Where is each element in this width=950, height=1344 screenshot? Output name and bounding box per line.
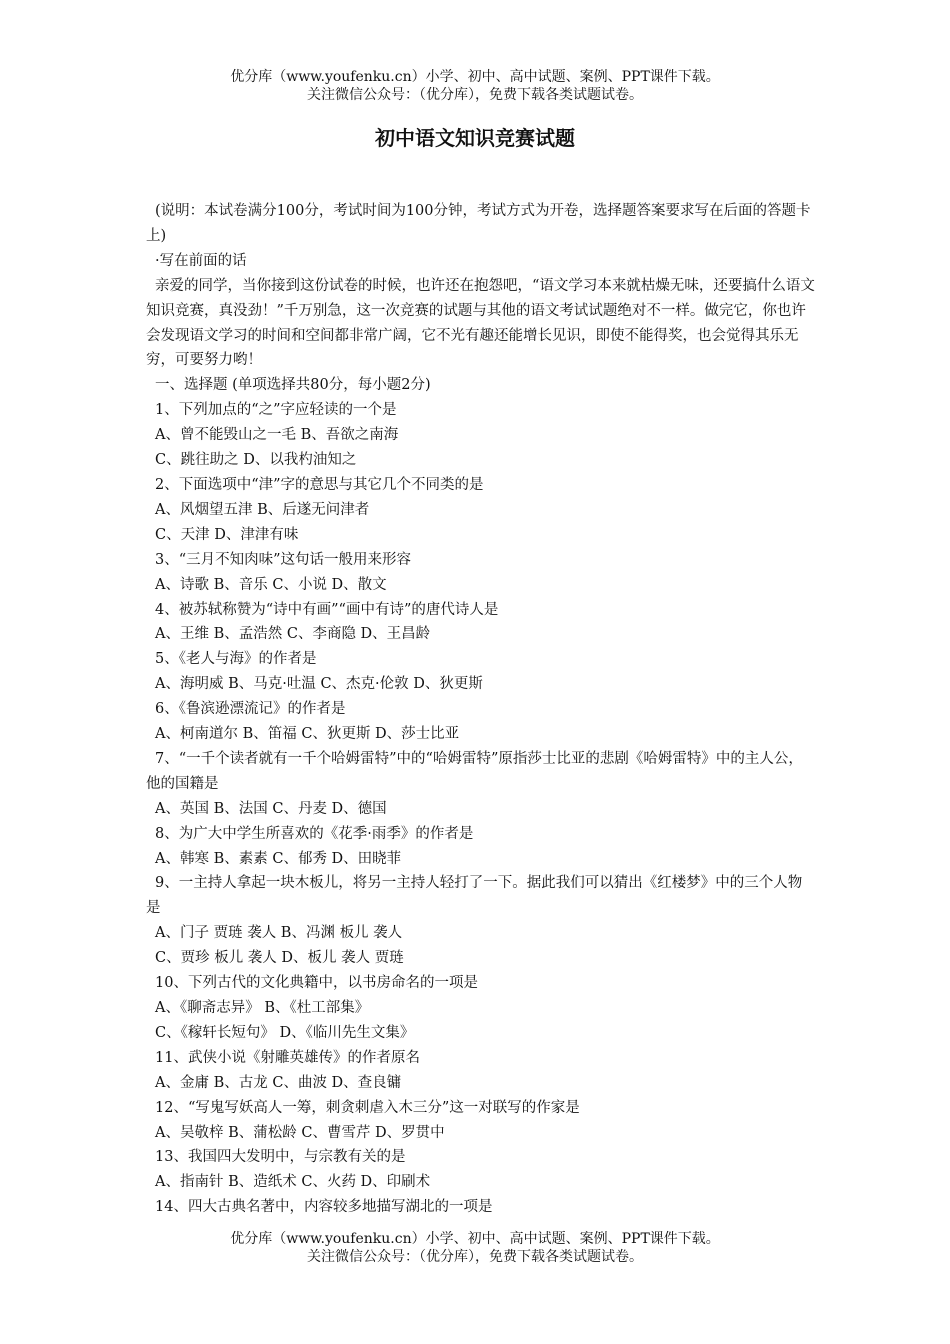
document-body [146,199,816,1220]
question-options: A、韩寒 B、素素 C、郁秀 D、田晓菲 [155,850,402,867]
question-stem: 9、一主持人拿起一块木板儿，将另一主持人轻打了一下。据此我们可以猜出《红楼梦》中的三个人物是 [146,875,803,917]
question-options: A、王维 B、孟浩然 C、李商隐 D、王昌龄 [155,626,431,643]
section-heading: 一、选择题 (单项选择共80分，每小题2分) [155,377,431,394]
question-stem: 5、《老人与海》的作者是 [155,651,317,668]
question-options: A、柯南道尔 B、笛福 C、狄更斯 D、莎士比亚 [155,726,460,743]
question-stem: 14、四大古典名著中，内容较多地描写湖北的一项是 [155,1199,493,1216]
question-stem: 8、为广大中学生所喜欢的《花季·雨季》的作者是 [155,825,474,842]
question-stem: 7、“一千个读者就有一千个哈姆雷特”中的“哈姆雷特”原指莎士比亚的悲剧《哈姆雷特》中的主人公，他的国籍是 [146,750,803,792]
question-options: A、《聊斋志异》 B、《杜工部集》 [155,1000,370,1016]
question-stem: 11、武侠小说《射雕英雄传》的作者原名 [155,1049,420,1066]
question-list [146,398,816,1220]
question-stem: 12、“写鬼写妖高人一筹，刺贪刺虐入木三分”这一对联写的作家是 [155,1099,580,1116]
header-line-2: 关注微信公众号：（优分库），免费下载各类试题试卷。 [307,87,643,103]
question-stem: 4、被苏轼称赞为“诗中有画”“画中有诗”的唐代诗人是 [155,601,499,618]
question-options: C、《稼轩长短句》 D、《临川先生文集》 [155,1024,415,1041]
question-options: A、门子 贾琏 袭人 B、冯渊 板儿 袭人 [155,925,403,942]
question-stem: 3、“三月不知肉味”这句话一般用来形容 [155,551,412,568]
question-stem: 2、下面选项中“津”字的意思与其它几个不同类的是 [155,476,484,493]
footer-line-1: 优分库（www.youfenku.cn）小学、初中、高中试题、案例、PPT课件下载。 [230,1231,720,1247]
question-options: A、吴敬梓 B、蒲松龄 C、曹雪芹 D、罗贯中 [155,1124,445,1141]
question-options: A、金庸 B、古龙 C、曲波 D、查良镛 [155,1074,402,1091]
instructions: (说明：本试卷满分100分，考试时间为100分钟，考试方式为开卷，选择题答案要求写在后面的答题卡上) [146,203,811,244]
page-title: 初中语文知识竞赛试题 [375,126,575,150]
page-footer [0,1230,950,1266]
question-options: C、天津 D、津津有味 [155,526,299,543]
question-stem: 13、我国四大发明中，与宗教有关的是 [155,1149,406,1166]
footer-line-2: 关注微信公众号：（优分库），免费下载各类试题试卷。 [307,1249,643,1265]
question-options: A、海明威 B、马克·吐温 C、杰克·伦敦 D、狄更斯 [155,676,483,693]
preface-heading: ·写在前面的话 [155,252,247,269]
question-options: A、英国 B、法国 C、丹麦 D、德国 [155,800,387,817]
question-options: C、贾珍 板儿 袭人 D、板儿 袭人 贾琏 [155,950,404,967]
question-options: A、指南针 B、造纸术 C、火药 D、印刷术 [155,1174,431,1191]
question-stem: 1、下列加点的“之”字应轻读的一个是 [155,402,397,419]
header-line-1: 优分库（www.youfenku.cn）小学、初中、高中试题、案例、PPT课件下载。 [230,69,720,85]
question-options: C、跳往助之 D、以我杓油知之 [155,452,357,469]
question-options: A、诗歌 B、音乐 C、小说 D、散文 [155,576,387,593]
question-options: A、曾不能毁山之一毛 B、吾欲之南海 [155,427,399,444]
page-header [0,68,950,104]
question-stem: 6、《鲁滨逊漂流记》的作者是 [155,701,346,718]
question-options: A、风烟望五津 B、后遂无问津者 [155,501,370,518]
preface-text: 亲爱的同学，当你接到这份试卷的时候，也许还在抱怨吧，“语文学习本来就枯燥无味，还要搞什么语文知识竞赛，真没劲！”千万别急，这一次竞赛的试题与其他的语文考试试题绝对不一样。做完它，你也许会发现语文学习的时间和空间都非常广阔，它不光有趣还能增长见识，即使不能得奖，也会觉得其乐无穷，可要努力哟！ [146,277,815,369]
question-stem: 10、下列古代的文化典籍中，以书房命名的一项是 [155,975,478,992]
